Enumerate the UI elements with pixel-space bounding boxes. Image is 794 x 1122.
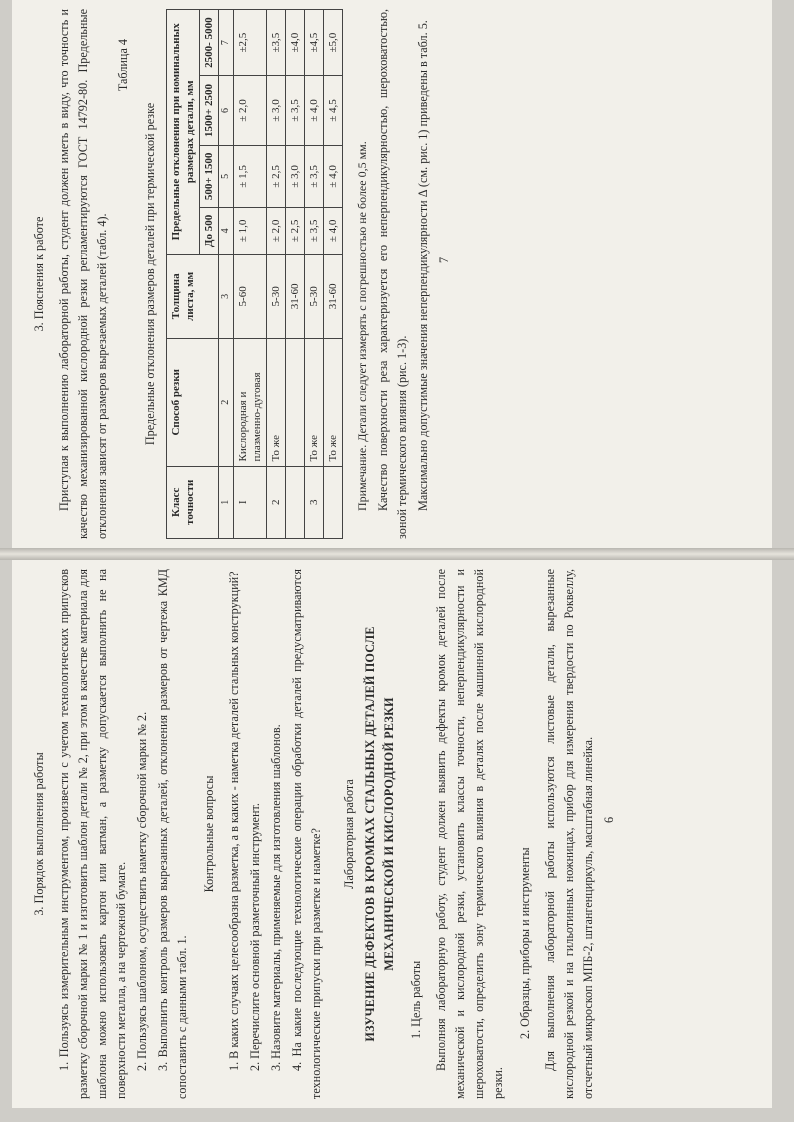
question-2: 2. Перечислите основной разметочный инструмент. [248,803,262,1071]
tools-text: Для выполнения лабораторной работы используются листовые детали, вырезанные кислородной резкой и на гильотинных ножницах, прибор для измерения твердости по Роквеллу, отсчетный микроскоп МПБ-2, штангенциркуль, масштабная линейка. [543,569,595,1099]
cell-thickness: 5-30 [267,254,286,338]
cell-thickness: 5-60 [234,254,267,338]
question-1: 1. В каких случаях целесообразна разметка, а в каких - наметка деталей стальных конструкций? [227,571,241,1071]
table-label: Таблица 4 [116,39,130,92]
th-sub-3: 1500+ 2500 [200,76,219,146]
step-3: 3. Выполнить контроль размеров вырезанных деталей, отклонения размеров от чертежа КМД сопоставить с данными табл. 1. [156,569,189,1099]
cell-value: ±5,0 [324,10,343,76]
tolerance-table [166,9,343,539]
question-4: 4. На какие последующие технологические операции обработки деталей предусматриваются технологические припуски при разметке и наметке? [290,569,323,1099]
cell-value: ± 4,5 [324,76,343,146]
cell-method: То же [267,339,286,467]
goal-text: Выполняя лабораторную работу, студент должен выявить дефекты кромок деталей после механической и кислородной резки, установить классы точности, неперпендикулярности и шероховатости, определить зону термического влияния в деталях после машинной кислородной резки. [434,569,505,1099]
table-index-row [219,10,234,539]
cell-value: ±2,5 [234,10,267,76]
page-6 [12,560,772,1108]
cell-value: ± 4,0 [305,76,324,146]
cell-class: 3 [305,466,324,538]
page-number: 7 [437,256,451,264]
cell-value: ±4,0 [286,10,305,76]
cell-value: ±4,5 [305,10,324,76]
table-note: Примечание. Детали следует измерять с погрешностью не более 0,5 мм. [355,141,369,511]
step-2: 2. Пользуясь шаблоном, осуществить наметку сборочной марки № 2. [135,711,149,1071]
cell-method: То же [324,339,343,467]
cell-thickness: 31-60 [286,254,305,338]
cell-class: I [234,466,267,538]
table-row [324,10,343,539]
table-row [286,10,305,539]
cell-method: Кислородная и плазменно-дуговая [234,339,267,467]
th-sub-1: До 500 [200,208,219,255]
cell-method: То же [305,339,324,467]
cell-value: ± 3,5 [305,145,324,207]
idx-cell: 4 [219,208,234,255]
question-3: 3. Назовите материалы, применяемые для изготовления шаблонов. [269,724,283,1071]
surface-quality-paragraph: Качество поверхности реза характеризуется его неперпендикулярностью, шероховатостью, зоной термического влияния (рис. 1-3). [376,9,409,539]
th-class: Класс точности [167,466,219,538]
idx-cell: 6 [219,76,234,146]
step-1: 1. Пользуясь измерительным инструментом, произвести с учетом технологических припусков разметку сборочной марки № 1 и изготовить шаблон детали № 2, при этом в качестве материала для шаблона можно использовать картон или ватман, а разметку допускается выполнить не на поверхности металла, а на чертежной бумаге. [57,569,128,1099]
cell-method [286,339,305,467]
th-sub-2: 500+ 1500 [200,145,219,207]
page-7-content [22,9,762,539]
table-title: Предельные отклонения размеров деталей при термической резке [143,102,157,446]
section-title-explanations: 3. Пояснения к работе [32,216,46,332]
idx-cell: 5 [219,145,234,207]
section-title-procedure: 3. Порядок выполнения работы [32,752,46,916]
table-row [267,10,286,539]
cell-value: ± 2,5 [286,208,305,255]
table-row [305,10,324,539]
page-7 [12,0,772,548]
cell-value: ± 3,5 [305,208,324,255]
cell-value: ± 4,0 [324,145,343,207]
th-sub-4: 2500- 5000 [200,10,219,76]
cell-class: 2 [267,466,286,538]
cell-thickness: 5-30 [305,254,324,338]
questions-title: Контрольные вопросы [202,775,216,893]
page-6-content [22,569,762,1099]
cell-value: ± 1,0 [234,208,267,255]
table-row [234,10,267,539]
cell-class [286,466,305,538]
th-method: Способ резки [167,339,219,467]
idx-cell: 2 [219,339,234,467]
idx-cell: 1 [219,466,234,538]
cell-value: ± 2,0 [267,208,286,255]
cell-value: ± 1,5 [234,145,267,207]
tools-title: 2. Образцы, приборы и инструменты [518,847,532,1039]
lab-title: Лабораторная работа [342,779,356,889]
page-number: 6 [602,816,616,824]
goal-title: 1. Цель работы [409,960,423,1039]
max-deviation-paragraph: Максимально допустимые значения неперпендикулярности Δ (см. рис. 1) приведены в табл. 5. [416,20,430,511]
th-thickness: Толщина листа, мм [167,254,219,338]
idx-cell: 7 [219,10,234,76]
cell-thickness: 31-60 [324,254,343,338]
cell-value: ± 3,0 [267,76,286,146]
cell-value: ± 2,5 [267,145,286,207]
intro-paragraph: Приступая к выполнению лабораторной работы, студент должен иметь в виду, что точность и качество механизированной кислородной резки регламентируются ГОСТ 14792-80. Предельные отклонения зависят от размеров вырезаемых деталей (табл. 4). [57,9,109,539]
cell-value: ± 2,0 [234,76,267,146]
cell-value: ± 3,0 [286,145,305,207]
cell-class [324,466,343,538]
idx-cell: 3 [219,254,234,338]
cell-value: ±3,5 [267,10,286,76]
lab-subject: ИЗУЧЕНИЕ ДЕФЕКТОВ В КРОМКАХ СТАЛЬНЫХ ДЕТАЛЕЙ ПОСЛЕ МЕХАНИЧЕСКОЙ И КИСЛОРОДНОЙ РЕЗКИ [363,626,396,1042]
cell-value: ± 3,5 [286,76,305,146]
cell-value: ± 4,0 [324,208,343,255]
th-tolerances: Предельные отклонения при номинальных размерах детали, мм [167,10,200,255]
book-gutter [0,548,794,560]
